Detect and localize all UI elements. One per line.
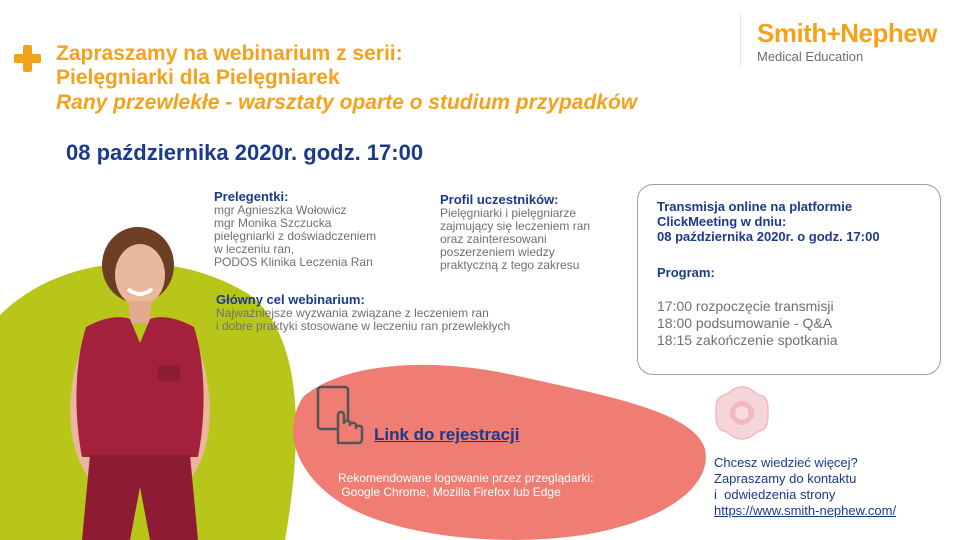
contact-line: Zapraszamy do kontaktu (714, 471, 857, 486)
program-item: 18:15 zakończenie spotkania (657, 332, 838, 348)
smith-nephew-logo (757, 18, 937, 50)
wound-dressing-icon (712, 383, 772, 443)
program-item: 17:00 rozpoczęcie transmisji (657, 298, 834, 314)
contact-line: Chcesz wiedzieć więcej? (714, 455, 858, 470)
profile-line: oraz zainteresowani (440, 232, 547, 246)
logo-subtitle: Medical Education (757, 49, 864, 64)
goal-line: i dobre praktyki stosowane w leczeniu ran przewlekłych (216, 319, 511, 333)
browser-recommendation (338, 471, 638, 499)
title-line-3: Rany przewlekłe - warsztaty oparte o studium przypadków (56, 91, 638, 114)
logo-brand-part2: Nephew (840, 18, 937, 48)
logo-brand-part1: Smith (757, 18, 827, 48)
goal-heading: Główny cel webinarium: (216, 292, 365, 307)
title-block (56, 42, 746, 116)
profile-line: zajmujący się leczeniem ran (440, 219, 591, 233)
participant-profile-section (440, 192, 640, 272)
browser-note-line: Rekomendowane logowanie przez przeglądarki: (338, 471, 594, 485)
contact-line: i odwiedzenia strony (714, 487, 836, 502)
profile-line: praktyczną z tego zakresu (440, 258, 580, 272)
profile-line: poszerzeniem wiedzy (440, 245, 555, 259)
logo-divider (740, 14, 741, 66)
profile-heading: Profil uczestników: (440, 192, 559, 207)
event-date: 08 października 2020r. godz. 17:00 (66, 140, 424, 165)
webinar-goal-section (216, 292, 636, 333)
registration-link[interactable]: Link do rejestracji (374, 425, 520, 444)
profile-line: Pielęgniarki i pielęgniarze (440, 206, 577, 220)
program-item: 18:00 podsumowanie - Q&A (657, 315, 833, 331)
transmission-line: ClickMeeting w dniu: (657, 214, 787, 229)
website-link[interactable]: https://www.smith-nephew.com/ (714, 503, 897, 518)
program-label: Program: (657, 265, 715, 280)
speakers-line: pielęgniarki z doświadczeniem (214, 229, 377, 243)
plus-icon (14, 45, 41, 72)
contact-section (714, 455, 954, 519)
speakers-line: w leczeniu ran, (214, 242, 295, 256)
title-line-2: Pielęgniarki dla Pielęgniarek (56, 66, 340, 89)
browser-note-line: Google Chrome, Mozilla Firefox lub Edge (338, 485, 561, 499)
transmission-line: Transmisja online na platformie (657, 199, 853, 214)
speakers-line: mgr Agnieszka Wołowicz (214, 203, 347, 217)
program-list (657, 298, 937, 349)
speakers-line: PODOS Klinika Leczenia Ran (214, 255, 373, 269)
speakers-line: mgr Monika Szczucka (214, 216, 332, 230)
speakers-heading: Prelegentki: (214, 189, 289, 204)
speakers-section (214, 189, 434, 269)
transmission-info (657, 199, 937, 244)
goal-line: Najważniejsze wyzwania związane z leczeniem ran (216, 306, 489, 320)
tablet-tap-icon (316, 385, 364, 445)
title-line-1: Zapraszamy na webinarium z serii: (56, 42, 403, 65)
transmission-line: 08 października 2020r. o godz. 17:00 (657, 229, 880, 244)
logo-plus-icon: + (826, 21, 841, 48)
nurse-photo (20, 225, 270, 540)
